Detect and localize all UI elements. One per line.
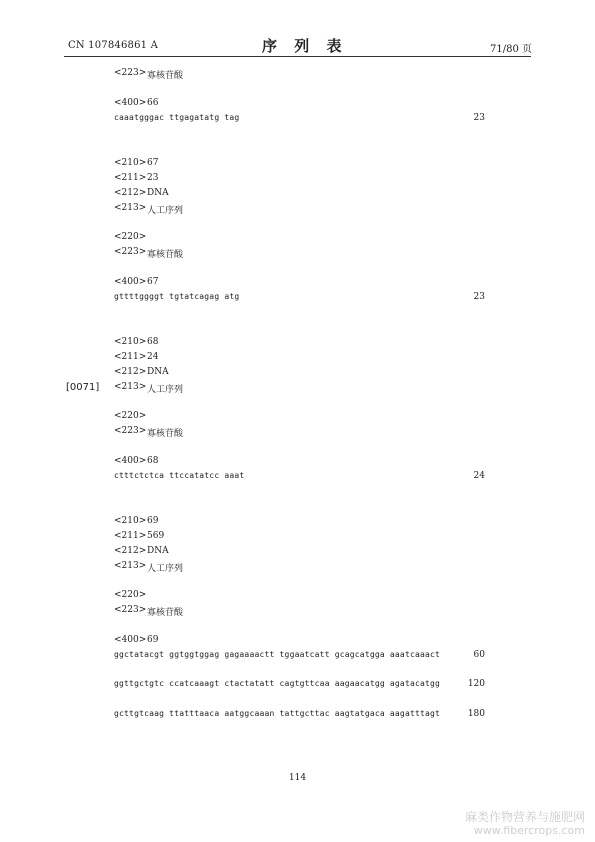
field-tag: <400>: [114, 635, 147, 645]
field-tag: <400>: [114, 277, 147, 287]
sequence-text: gttttggggt tgtatcagag atg: [114, 292, 240, 301]
field-value: 69: [147, 516, 159, 526]
sequence-text: ggctatacgt ggtggtggag gagaaaactt tggaatcatt gcagcatgga aaatcaaact: [114, 650, 441, 659]
field-tag: <220>: [114, 590, 147, 600]
header-divider: [64, 56, 531, 57]
field-tag: <213>: [114, 382, 147, 392]
watermark-url: www.fibercrops.com: [473, 824, 585, 837]
field-tag: <213>: [114, 203, 147, 213]
sequence-length: 23: [473, 113, 485, 123]
field-value: 66: [147, 98, 159, 108]
field-tag: <212>: [114, 546, 147, 556]
sequence-text: ggttgctgtc ccatcaaagt ctactatatt cagtgttcaa aagaacatgg agatacatgg: [114, 679, 441, 688]
sequence-text: caaatgggac ttgagatatg tag: [114, 113, 240, 122]
field-value: 68: [147, 337, 159, 347]
field-value: 69: [147, 635, 159, 645]
field-value: 67: [147, 277, 159, 287]
field-tag: <223>: [114, 247, 147, 257]
field-tag: <210>: [114, 516, 147, 526]
field-tag: <213>: [114, 561, 147, 571]
page-counter: 71/80 页: [490, 44, 532, 55]
sequence-text: gcttgtcaag ttatttaaca aatggcaaan tattgcttac aagtatgaca aagatttagt: [114, 709, 441, 718]
field-tag: <211>: [114, 531, 147, 541]
watermark-title: 麻类作物营养与施肥网: [464, 810, 585, 824]
field-value: 24: [147, 352, 159, 362]
field-tag: <220>: [114, 232, 147, 242]
field-tag: <211>: [114, 173, 147, 183]
field-tag: <220>: [114, 411, 147, 421]
paragraph-reference: [0071]: [66, 382, 100, 393]
sequence-length: 23: [473, 292, 485, 302]
sequence-length: 60: [473, 650, 485, 660]
field-value: 寡核苷酸: [147, 608, 184, 618]
field-tag: <400>: [114, 98, 147, 108]
field-value: 23: [147, 173, 159, 183]
field-value: DNA: [147, 188, 169, 198]
page-title: 序 列 表: [262, 37, 348, 55]
field-tag: <212>: [114, 367, 147, 377]
field-value: 寡核苷酸: [147, 250, 184, 260]
field-tag: <211>: [114, 352, 147, 362]
field-tag: <212>: [114, 188, 147, 198]
field-tag: <223>: [114, 605, 147, 615]
field-tag: <223>: [114, 68, 147, 78]
document-number: CN 107846861 A: [68, 40, 159, 51]
field-tag: <400>: [114, 456, 147, 466]
field-tag: <210>: [114, 337, 147, 347]
field-value: 67: [147, 158, 159, 168]
sequence-text: ctttctctca ttccatatcc aaat: [114, 471, 245, 480]
field-value: 人工序列: [147, 206, 184, 216]
field-value: 寡核苷酸: [147, 429, 184, 439]
field-value: 569: [147, 531, 165, 541]
field-tag: <210>: [114, 158, 147, 168]
sequence-length: 180: [467, 709, 485, 719]
page-number: 114: [288, 773, 307, 783]
field-value: 人工序列: [147, 564, 184, 574]
field-value: DNA: [147, 367, 169, 377]
field-tag: <223>: [114, 426, 147, 436]
field-value: DNA: [147, 546, 169, 556]
sequence-length: 120: [467, 679, 485, 689]
field-value: 68: [147, 456, 159, 466]
sequence-length: 24: [473, 471, 485, 481]
field-value: 寡核苷酸: [147, 71, 184, 81]
field-value: 人工序列: [147, 385, 184, 395]
